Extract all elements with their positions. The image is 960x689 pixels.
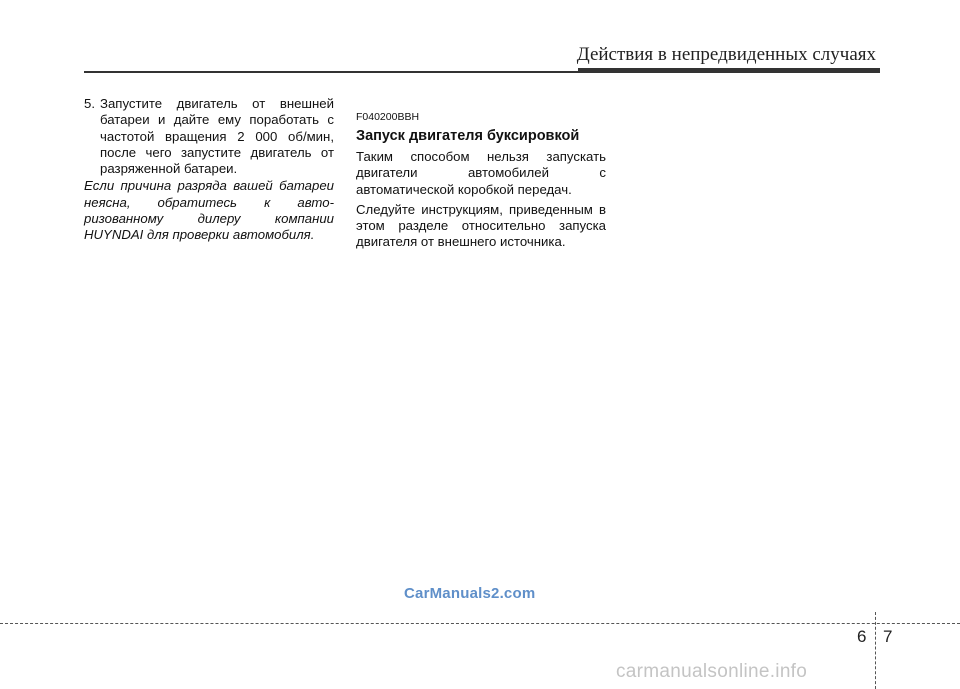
footer-dashed-rule [0,623,960,624]
right-column [356,111,606,255]
page-number-separator [875,612,876,689]
page-header-title: Действия в непредвиденных случаях [576,44,876,65]
step-number: 5. [84,96,95,111]
page-number: 7 [883,627,893,646]
carmanualsonline-watermark[interactable]: carmanualsonline.info [616,661,808,682]
instruction-step [84,96,334,177]
carmanuals-watermark[interactable]: CarManuals2.com [404,585,536,602]
step-text: Запустите двигатель от внешней батареи и дайте ему поработать с частотой вращения 2 000 об/мин, после чего запустите двигатель от разряженной батареи. [100,96,334,177]
section-heading: Запуск двигателя буксировкой [356,128,580,144]
left-column [84,96,334,244]
header-rule-accent [578,68,880,73]
section-number: 6 [857,627,867,646]
paragraph-instructions: Следуйте инструкциям, приведенным в этом разделе относительно запуска двигателя от внешнего источника. [356,201,606,250]
section-code: F040200BBH [356,111,420,123]
paragraph-warning: Таким способом нельзя запускать двигатели автомобилей с автоматической коробкой передач. [356,149,606,197]
battery-note: Если причина разряда вашей батареи неясна, обратитесь к авто-ризованному дилеру компании HUYNDAI для проверки автомобиля. [84,178,334,243]
